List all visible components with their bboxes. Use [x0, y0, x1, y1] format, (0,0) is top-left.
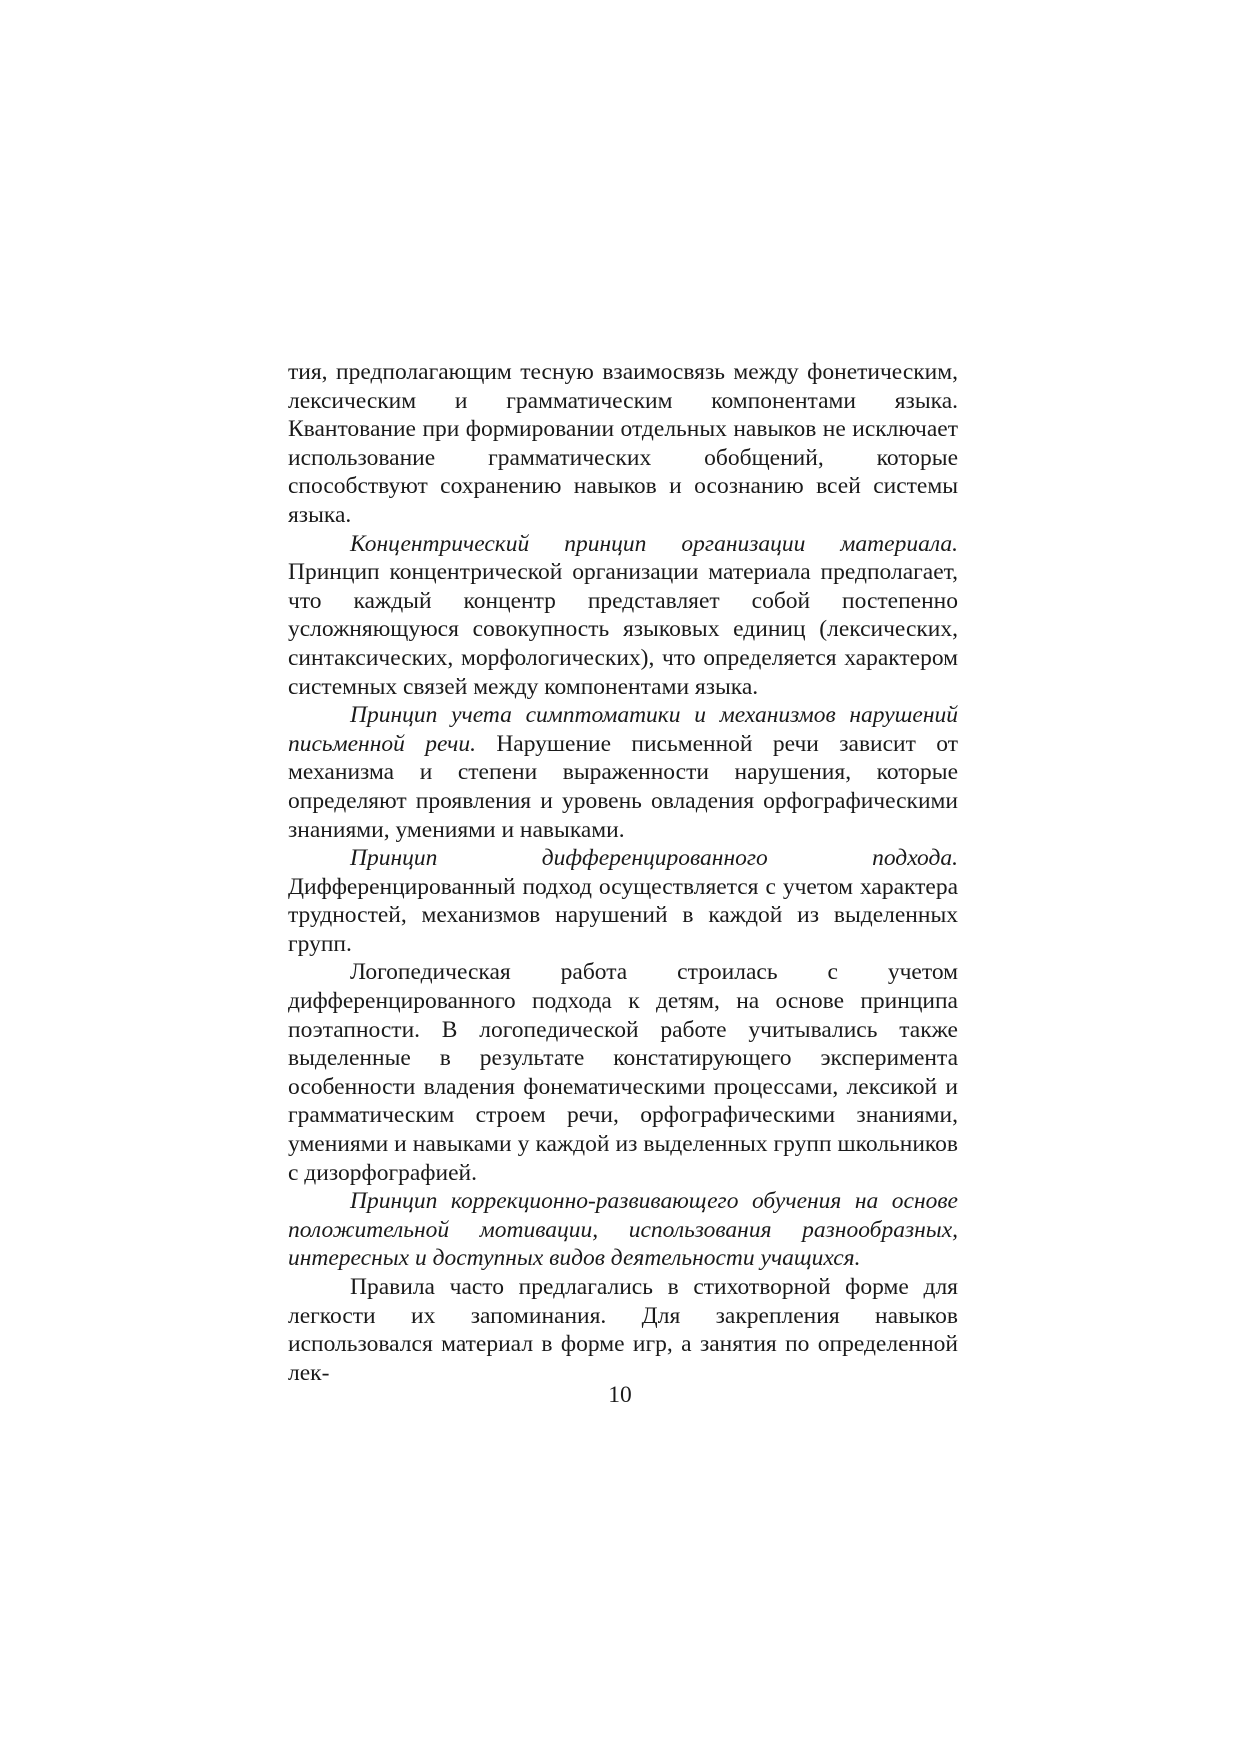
paragraph-6 [288, 1187, 958, 1273]
paragraph-5 [288, 958, 958, 1187]
paragraph-1-text: тия, предполагающим тесную взаимосвязь между фонетическим, лексическим и грамматическим компонентами языка. Квантование при формировании отдельных навыков не исключает использование грамматических обобщений, которые способствуют сохранению навыков и осознанию всей системы языка. [288, 359, 958, 528]
paragraph-4-text: Дифференцированный подход осуществляется с учетом характера трудностей, механизмов нарушений в каждой из выделенных групп. [288, 873, 958, 957]
paragraph-3 [288, 701, 958, 844]
paragraph-6-heading: Принцип коррекционно-развивающего обучения на основе положительной мотивации, использования разнообразных, интересных и доступных видов деятельности учащихся. [288, 1188, 958, 1272]
paragraph-2-text: Принцип концентрической организации материала предполагает, что каждый концентр представляет собой постепенно усложняющуюся совокупность языковых единиц (лексических, синтаксических, морфологических), что определяется характером системных связей между компонентами языка. [288, 559, 958, 700]
body-text [288, 358, 958, 1387]
paragraph-3-text: Нарушение письменной речи зависит от механизма и степени выраженности нарушения, которые определяют проявления и уровень овладения орфографическими знаниями, умениями и навыками. [288, 730, 958, 843]
paragraph-2 [288, 530, 958, 702]
paragraph-3-heading: Принцип учета симптоматики и механизмов нарушений письменной речи. [288, 702, 958, 757]
paragraph-5-text: Логопедическая работа строилась с учетом дифференцированного подхода к детям, на основе принципа поэтапности. В логопедической работе учитывались также выделенные в результате констатирующего эксперимента особенности владения фонематическими процессами, лексикой и грамматическим строем речи, орфографическими знаниями, умениями и навыками у каждой из выделенных групп школьников с дизорфографией. [288, 959, 958, 1186]
paragraph-7-text: Правила часто предлагались в стихотворной форме для легкости их запоминания. Для закрепления навыков использовался материал в форме игр, а занятия по определенной лек- [288, 1274, 958, 1386]
page-number: 10 [608, 1382, 632, 1408]
paragraph-4 [288, 844, 958, 958]
paragraph-7 [288, 1273, 958, 1387]
paragraph-1 [288, 358, 958, 530]
paragraph-4-heading: Принцип дифференцированного подхода. [350, 845, 958, 872]
paragraph-2-heading: Концентрический принцип организации материала. [350, 530, 958, 557]
